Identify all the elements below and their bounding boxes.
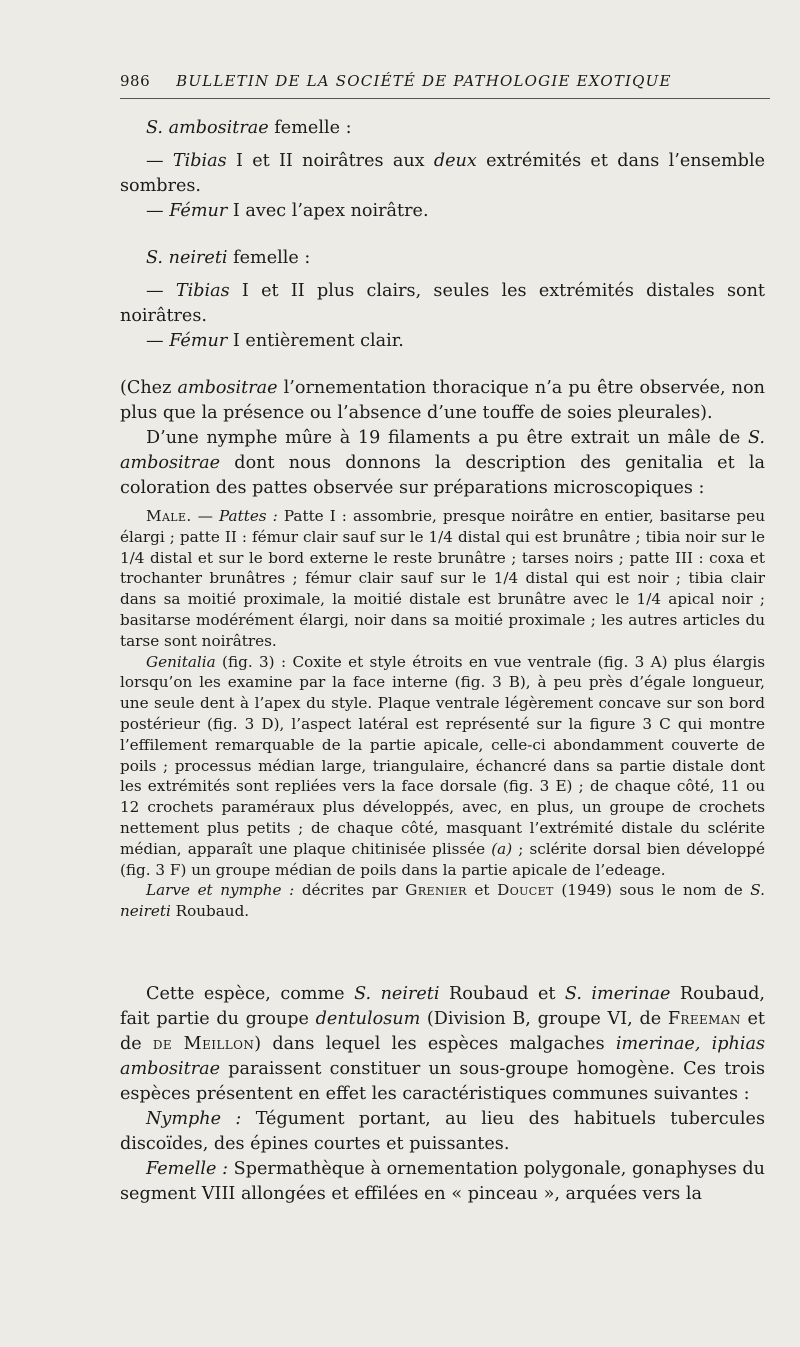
journal-title: BULLETIN DE LA SOCIÉTÉ DE PATHOLOGIE EXOTIQUE [176,72,672,90]
paragraph-nymphe: Nymphe : Tégument portant, au lieu des habituels tubercules discoïdes, des épines courtes et puissantes. [120,1109,766,1154]
group-discussion [120,982,765,1207]
neireti-heading: S. neireti femelle : [146,248,311,268]
paragraph-larve-nymphe: Larve et nymphe : décrites par Grenier et Doucet (1949) sous le nom de S. neireti Roubaud. [120,881,765,921]
neireti-tibias: — Tibias I et II plus clairs, seules les extrémités distales sont noirâtres. [120,281,765,326]
paragraph-pattes: Male. — Pattes : Patte I : assombrie, presque noirâtre en entier, basitarse peu élargi ; patte II : fémur clair sauf sur le 1/4 distal qui est brunâtre ; tibia noir sur le 1/4 distal et sur le bord externe le reste brunâtre ; tarses noirs ; patte III : coxa et trochanter brunâtres ; fémur clair sauf sur le 1/4 distal qui est noir ; tibia clair dans sa moitié proximale, la moitié distale est brunâtre avec le 1/4 apical noir ; basitarse modérément élargi, noir dans sa moitié proximale ; les autres articles du tarse sont noirâtres. [120,507,766,650]
ambositrae-heading: S. ambositrae femelle : [146,118,352,138]
running-header [120,72,770,99]
ambositrae-femur: — Fémur I avec l’apex noirâtre. [146,201,429,221]
page-number: 986 [120,72,151,90]
male-description [120,506,765,922]
paragraph-nymphe-male: D’une nymphe mûre à 19 filaments a pu être extrait un mâle de S. ambositrae dont nous donnons la description des genitalia et la coloration des pattes observée sur préparations microscopiques : [120,428,765,498]
neireti-femur: — Fémur I entièrement clair. [146,331,404,351]
paragraph-groupe-dentulosum: Cette espèce, comme S. neireti Roubaud et S. imerinae Roubaud, fait partie du groupe dentulosum (Division B, groupe VI, de Freeman et de de Meillon) dans lequel les espèces malgaches imerinae, iphias ambositrae paraissent constituer un sous-groupe homogène. Ces trois espèces présentent en effet les caractéristiques communes suivantes : [120,984,766,1104]
paragraph-genitalia: Genitalia (fig. 3) : Coxite et style étroits en vue ventrale (fig. 3 A) plus élargis lorsqu’on les examine par la face interne (fig. 3 B), à peu près d’égale longueur, une seule dent à l’apex du style. Plaque ventrale légèrement concave sur son bord postérieur (fig. 3 D), l’aspect latéral est représenté sur la figure 3 C qui montre l’effilement remarquable de la partie apicale, celle-ci abondamment couverte de poils ; processus médian large, triangulaire, échancré dans sa partie distale dont les extrémités sont repliées vers la face dorsale (fig. 3 E) ; de chaque côté, 11 ou 12 crochets paraméraux plus développés, avec, en plus, un groupe de crochets nettement plus petits ; de chaque côté, masquant l’extrémité distale du sclérite médian, apparaît une plaque chitinisée plissée (a) ; sclérite dorsal bien développé (fig. 3 F) un groupe médian de poils dans la partie apicale de l’edeage. [120,652,765,879]
paragraph-ornementation: (Chez ambositrae l’ornementation thoracique n’a pu être observée, non plus que la présence ou l’absence d’une touffe de soies pleurales). [120,378,765,423]
comparison-section [120,116,765,501]
ambositrae-tibias: — Tibias I et II noirâtres aux deux extrémités et dans l’ensemble sombres. [120,151,765,196]
paragraph-femelle: Femelle : Spermathèque à ornementation polygonale, gonaphyses du segment VIII allongées et effilées en « pinceau », arquées vers la [120,1159,765,1204]
